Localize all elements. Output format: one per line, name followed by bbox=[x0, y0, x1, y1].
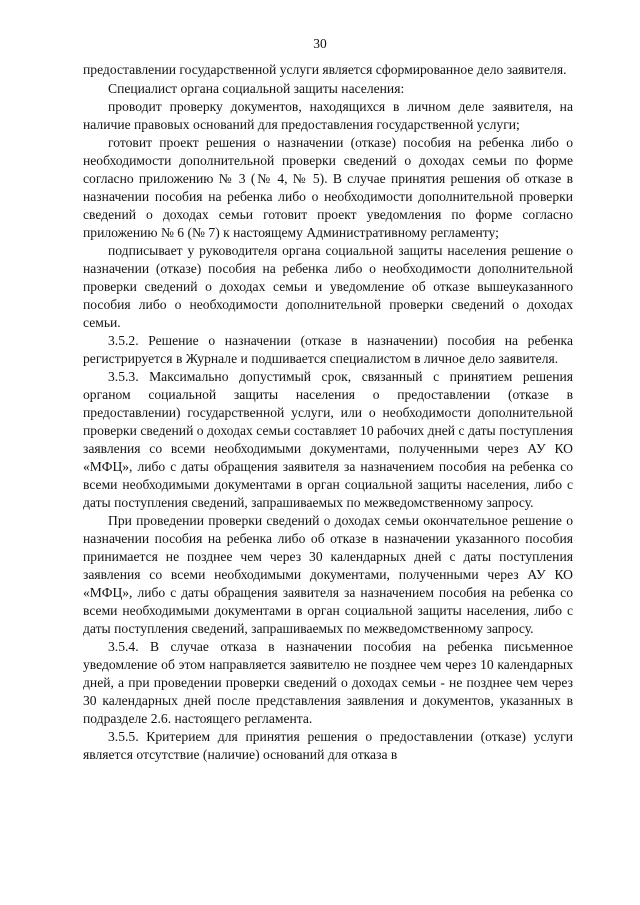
paragraph-3-5-3: 3.5.3. Максимально допустимый срок, связанный с принятием решения органом социальной защиты населения о предоставлении (отказе в предоставлении) государственной услуги, или о необходимости дополнительной проверки сведений о доходах семьи составляет 10 рабочих дней с даты поступления заявления со всеми необходимыми документами, полученными через АУ КО «МФЦ», либо с даты обращения заявителя за назначением пособия на ребенка со всеми необходимыми документами в орган социальной защиты населения, либо с даты поступления сведений, запрашиваемых по межведомственному запросу. bbox=[83, 369, 573, 510]
paragraph-checks-documents: проводит проверку документов, находящихся в личном деле заявителя, на наличие правовых оснований для предоставления государственной услуги; bbox=[83, 99, 573, 132]
document-body bbox=[83, 61, 573, 764]
paragraph-continuation: предоставлении государственной услуги является сформированное дело заявителя. bbox=[83, 62, 567, 77]
paragraph-signs-decision: подписывает у руководителя органа социальной защиты населения решение о назначении (отказе) пособия на ребенка либо о необходимости дополнительной проверки сведений о доходах семьи и уведомление об отказе вышеуказанного пособия либо о необходимости дополнительной проверки сведений о доходах семьи. bbox=[83, 243, 573, 330]
paragraph-3-5-5: 3.5.5. Критерием для принятия решения о предоставлении (отказе) услуги является отсутствие (наличие) оснований для отказа в bbox=[83, 729, 573, 762]
page-number: 30 bbox=[313, 36, 327, 51]
paragraph-3-5-4: 3.5.4. В случае отказа в назначении пособия на ребенка письменное уведомление об этом направляется заявителю не позднее чем через 10 календарных дней, а при проведении проверки сведений о доходах семьи - не позднее чем через 30 календарных дней после представления заявления и документов, указанных в подразделе 2.6. настоящего регламента. bbox=[83, 639, 573, 726]
paragraph-3-5-2: 3.5.2. Решение о назначении (отказе в назначении) пособия на ребенка регистрируется в Журнале и подшивается специалистом в личное дело заявителя. bbox=[83, 333, 573, 366]
paragraph-income-check: При проведении проверки сведений о доходах семьи окончательное решение о назначении пособия на ребенка либо об отказе в назначении указанного пособия принимается не позднее чем через 30 календарных дней с даты поступления заявления со всеми необходимыми документами, полученными через АУ КО «МФЦ», либо с даты обращения заявителя за назначением пособия на ребенка со всеми необходимыми документами в орган социальной защиты населения, либо с даты поступления сведений, запрашиваемых по межведомственному запросу. bbox=[83, 513, 573, 636]
paragraph-prepares-draft: готовит проект решения о назначении (отказе) пособия на ребенка либо о необходимости дополнительной проверки сведений о доходах семьи по форме согласно приложению № 3 (№ 4, № 5). В случае принятия решения об отказе в назначении пособия на ребенка либо о необходимости дополнительной проверки сведений о доходах семьи готовит проект уведомления по форме согласно приложению № 6 (№ 7) к настоящему Административному регламенту; bbox=[83, 135, 573, 240]
paragraph-specialist-intro: Специалист органа социальной защиты населения: bbox=[108, 81, 405, 96]
